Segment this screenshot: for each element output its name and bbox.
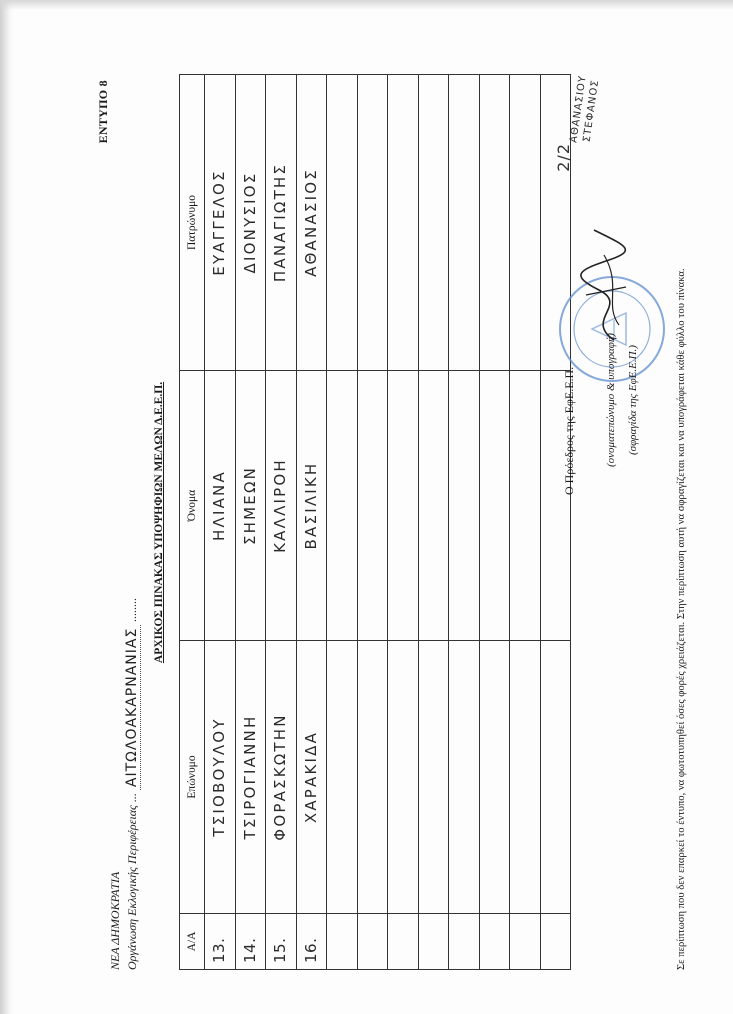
- row-number-cell: [449, 914, 480, 970]
- republic-name: ΝΕΑ ΔΗΜΟΚΡΑΤΙΑ: [108, 871, 122, 970]
- row-number-text: 16.: [301, 937, 320, 963]
- row-number-cell: [540, 914, 571, 970]
- handwritten-president-name: ΑΘΑΝΑΣΙΟΥ ΣΤΕΦΑΝΟΣ: [568, 74, 602, 144]
- father-name-cell: [205, 75, 236, 371]
- table-row: [296, 75, 327, 970]
- candidates-table: [179, 74, 571, 970]
- row-number-text: 15.: [271, 937, 290, 963]
- row-number-cell: [479, 914, 510, 970]
- rotated-document-page: [96, 75, 686, 970]
- father-name-cell: [357, 75, 388, 371]
- father-name-cell: [235, 75, 266, 371]
- page-number: 2/2: [554, 143, 573, 172]
- row-number-cell: [510, 914, 541, 970]
- surname-text: ΦΟΡΑΣΚΩΤΗΝ: [271, 713, 290, 841]
- table-body: [205, 75, 571, 970]
- father-name-cell: [327, 75, 358, 371]
- surname-cell: [205, 641, 236, 914]
- name-text: ΚΑΛΛΙΡΟΗ: [271, 458, 290, 553]
- name-cell: [205, 371, 236, 641]
- surname-cell: [418, 641, 449, 914]
- father-name-text: ΔΙΟΝΥΣΙΟΣ: [240, 171, 259, 274]
- signature-block: [554, 75, 664, 495]
- surname-cell: [296, 641, 327, 914]
- table-row: [418, 75, 449, 970]
- surname-cell: [540, 641, 571, 914]
- surname-cell: [266, 641, 297, 914]
- name-cell: [296, 371, 327, 641]
- name-cell: [449, 371, 480, 641]
- surname-cell: [357, 641, 388, 914]
- document-title: ΑΡΧΙΚΟΣ ΠΙΝΑΚΑΣ ΥΠΟΨΗΦΙΩΝ ΜΕΛΩΝ Δ.Ε.Ε.Π.: [153, 381, 165, 664]
- name-text: ΗΛΙΑΝΑ: [210, 470, 229, 541]
- name-cell: [418, 371, 449, 641]
- organization-label: Οργάνωση Εκλογικής Περιφέρειας: [125, 805, 139, 970]
- form-number: ΕΝΤΥΠΟ 8: [96, 80, 110, 144]
- surname-text: ΧΑΡΑΚΙΔΑ: [301, 730, 320, 824]
- row-number-cell: [235, 914, 266, 970]
- row-number-cell: [296, 914, 327, 970]
- father-name-text: ΠΑΝΑΓΙΩΤΗΣ: [271, 162, 290, 283]
- surname-text: ΤΣΙΡΟΓΙΑΝΝΗ: [240, 714, 259, 840]
- table-row: [510, 75, 541, 970]
- table-row: [266, 75, 297, 970]
- surname-cell: [388, 641, 419, 914]
- table-row: [479, 75, 510, 970]
- surname-cell: [327, 641, 358, 914]
- handwritten-signature: [574, 225, 634, 345]
- president-label: Ο Πρόεδρος της ΕφΕ.Ε.Π.: [562, 366, 576, 495]
- name-signature-label: (ονοματεπώνυμο & υπογραφή): [605, 333, 617, 467]
- father-name-cell: [388, 75, 419, 371]
- column-header-surname: Επώνυμο: [180, 641, 205, 914]
- surname-cell: [479, 641, 510, 914]
- surname-cell: [449, 641, 480, 914]
- candidates-table-wrapper: [179, 74, 571, 970]
- organization-line: Οργάνωση Εκλογικής Περιφέρειας ... ΑΙΤΩΛΟΑΚΑΡΝΑΝΙΑΣ ........: [124, 597, 140, 970]
- table-row: [357, 75, 388, 970]
- row-number-text: 14.: [240, 937, 259, 963]
- row-number-text: 13.: [210, 937, 229, 963]
- name-text: ΒΑΣΙΛΙΚΗ: [301, 461, 320, 550]
- footnote: Σε περίπτωση που δεν επαρκεί το έντυπο, να φωτοτυπηθεί όσες φορές χρειάζεται. Στην περίπτωση αυτή να σφραγίζεται και να υπογράφεται κάθε φύλλο του πίνακα.: [676, 268, 687, 970]
- table-row: [449, 75, 480, 970]
- father-name-cell: [266, 75, 297, 371]
- row-number-cell: [327, 914, 358, 970]
- table-header-row: [180, 75, 205, 970]
- name-cell: [327, 371, 358, 641]
- father-name-cell: [510, 75, 541, 371]
- name-text: ΣΗΜΕΩΝ: [240, 465, 259, 546]
- table-row: [235, 75, 266, 970]
- name-cell: [357, 371, 388, 641]
- father-name-cell: [418, 75, 449, 371]
- name-cell: [266, 371, 297, 641]
- row-number-cell: [266, 914, 297, 970]
- father-name-cell: [296, 75, 327, 371]
- row-number-cell: [388, 914, 419, 970]
- column-header-aa: Α/Α: [180, 914, 205, 970]
- table-row: [327, 75, 358, 970]
- father-name-text: ΑΘΑΝΑΣΙΟΣ: [301, 168, 320, 277]
- name-cell: [479, 371, 510, 641]
- table-row: [205, 75, 236, 970]
- organization-value: ΑΙΤΩΛΟΑΚΑΡΝΑΝΙΑΣ: [124, 625, 141, 790]
- name-cell: [235, 371, 266, 641]
- row-number-cell: [205, 914, 236, 970]
- name-cell: [388, 371, 419, 641]
- row-number-cell: [357, 914, 388, 970]
- father-name-cell: [449, 75, 480, 371]
- scan-edge-shadow: [0, 0, 14, 1014]
- column-header-name: Όνομα: [180, 371, 205, 641]
- column-header-father-name: Πατρώνυμο: [180, 75, 205, 371]
- father-name-text: ΕΥΑΓΓΕΛΟΣ: [210, 169, 229, 276]
- table-row: [388, 75, 419, 970]
- surname-cell: [235, 641, 266, 914]
- scan-top-shadow: [0, 0, 733, 10]
- surname-text: ΤΣΙΟΒΟΥΛΟΥ: [210, 717, 229, 837]
- name-cell: [510, 371, 541, 641]
- surname-cell: [510, 641, 541, 914]
- row-number-cell: [418, 914, 449, 970]
- father-name-cell: [479, 75, 510, 371]
- seal-label: (σφραγίδα της ΕφΕ.Ε.Π.): [627, 345, 639, 455]
